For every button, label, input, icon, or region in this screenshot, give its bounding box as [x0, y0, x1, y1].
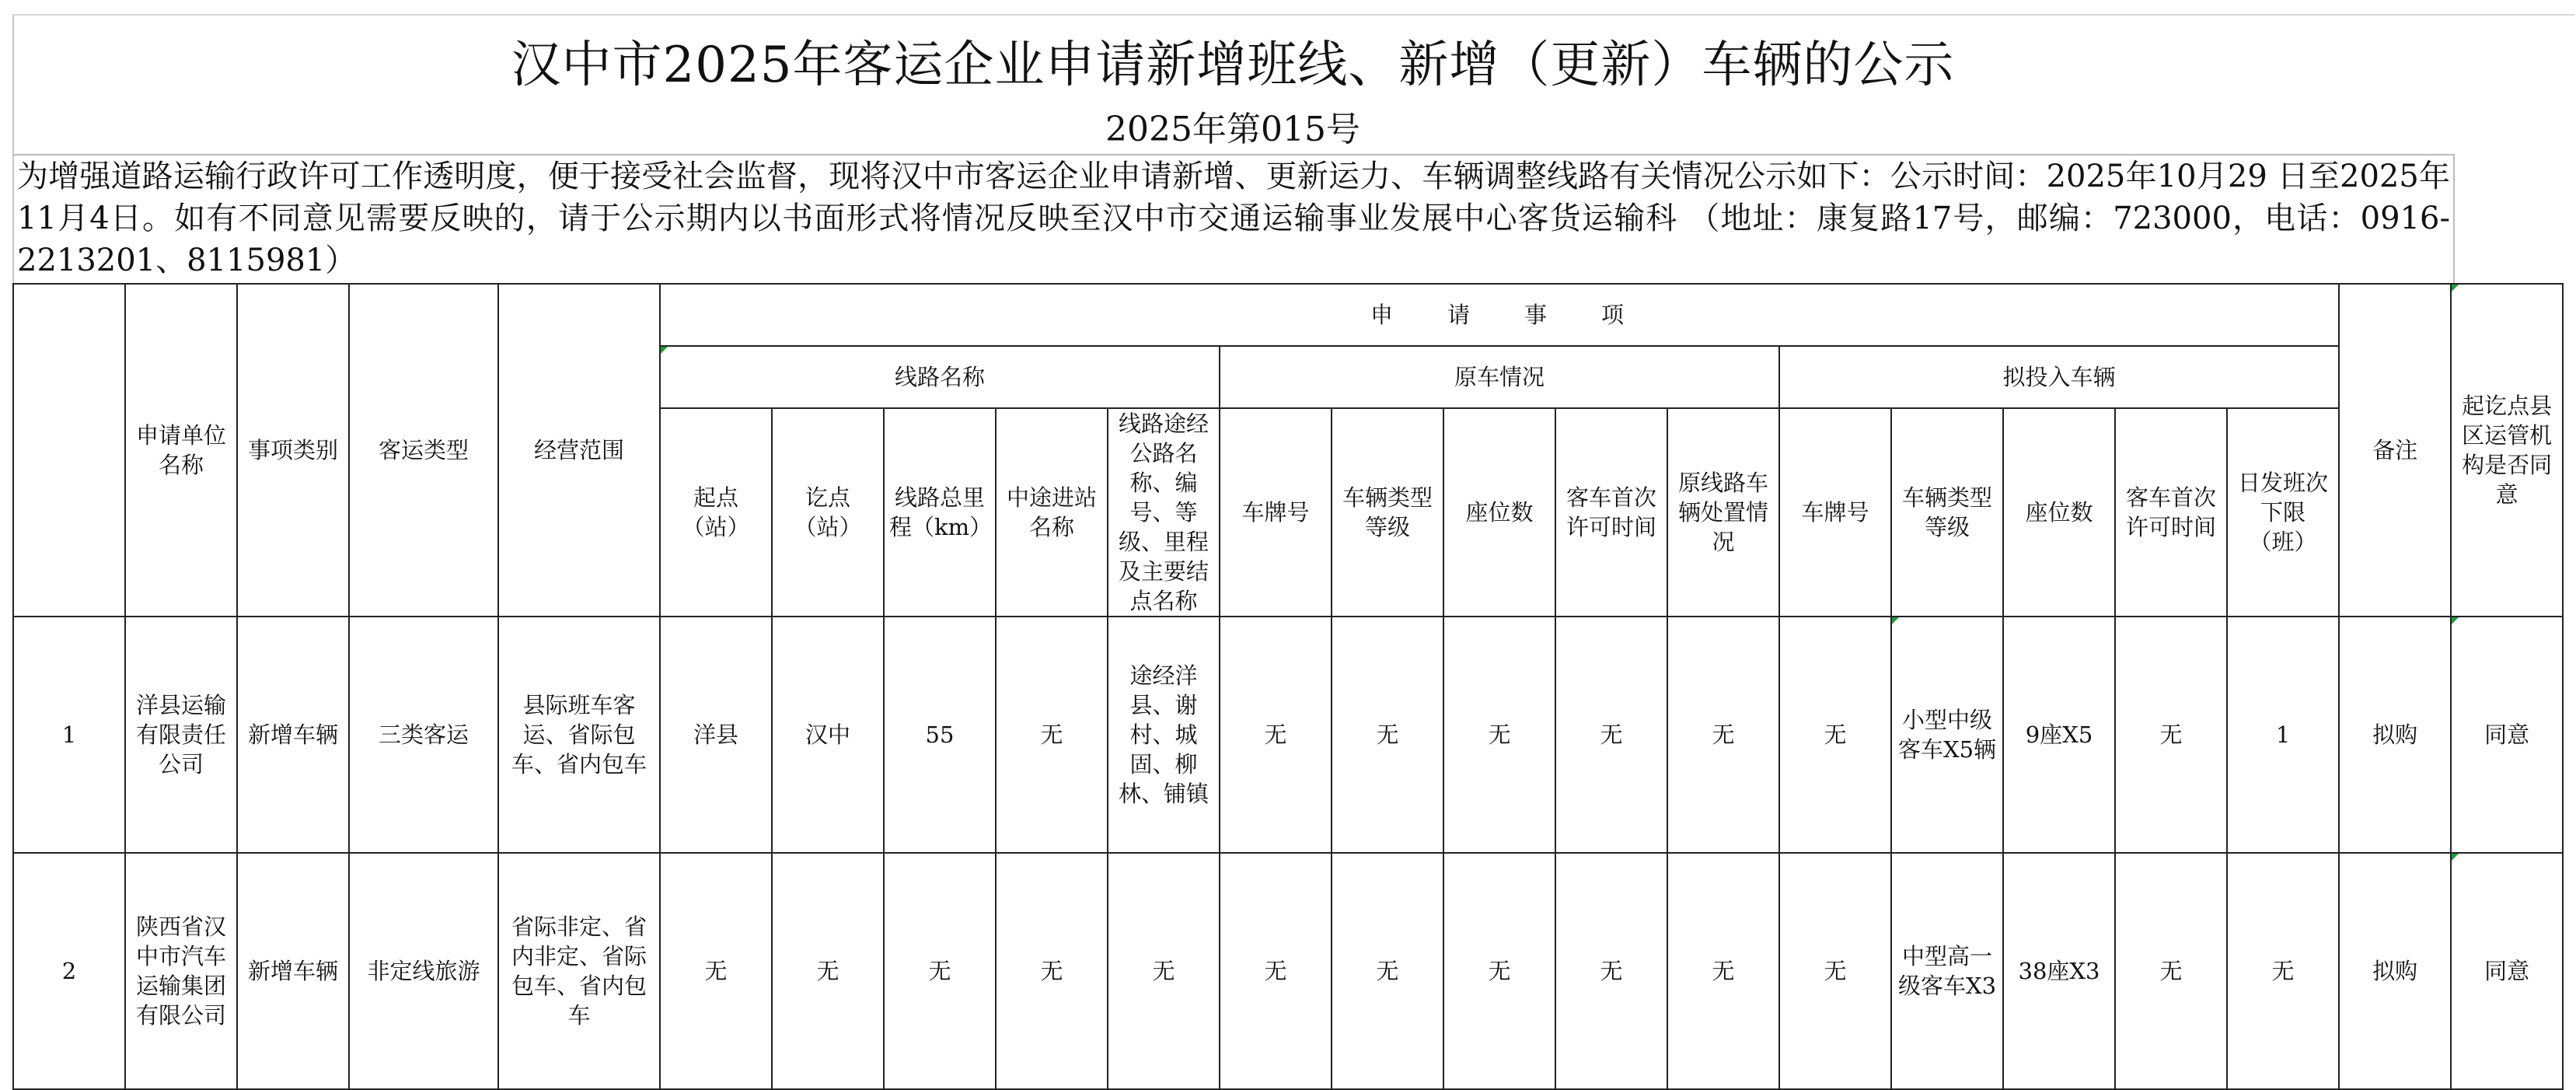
cell-item-type: 新增车辆 [237, 853, 349, 1089]
cell-new-class: 小型中级客车X5辆 [1891, 617, 2003, 853]
cell-stops: 无 [996, 617, 1108, 853]
page-title: 汉中市2025年客运企业申请新增班线、新增（更新）车辆的公示 [511, 37, 1955, 94]
header-planned-vehicle: 拟投入车辆 [1779, 346, 2339, 408]
header-new-plate: 车牌号 [1779, 408, 1891, 617]
application-table [12, 283, 2576, 1090]
cell-new-plate: 无 [1779, 853, 1891, 1089]
intro-paragraph: 为增强道路运输行政许可工作透明度，便于接受社会监督，现将汉中市客运企业申请新增、更新运力、车辆调整线路有关情况公示如下：公示时间：2025年10月29 日至2025年11月4日。如有不同意见需要反映的，请于公示期内以书面形式将情况反映至汉中市交通运输事业发展中心客货运输科 （地址：康复路17号，邮编：723000，电话：0916-2213201、8115981） [17, 159, 2450, 278]
header-agreement: 起讫点县区运管机构是否同意 [2451, 284, 2563, 617]
cell-route-desc: 无 [1108, 853, 1220, 1089]
cell-transport-type: 非定线旅游 [349, 853, 498, 1089]
header-original-vehicle: 原车情况 [1220, 346, 1779, 408]
header-daily-min: 日发班次下限（班） [2227, 408, 2339, 617]
header-route-length: 线路总里程（km） [884, 408, 996, 617]
cell-orig-first-permit: 无 [1555, 853, 1667, 1089]
header-item-type: 事项类别 [237, 284, 349, 617]
header-applicant: 申请单位名称 [125, 284, 237, 617]
header-orig-class: 车辆类型等级 [1332, 408, 1443, 617]
cell-scope: 省际非定、省内非定、省际包车、省内包车 [498, 853, 660, 1089]
cell-end: 无 [772, 853, 884, 1089]
header-stops: 中途进站名称 [996, 408, 1108, 617]
cell-agreement: 同意 [2451, 853, 2563, 1089]
table-row [13, 617, 2576, 853]
cell-new-plate: 无 [1779, 617, 1891, 853]
cell-remarks: 拟购 [2339, 617, 2451, 853]
document-number: 2025年第015号 [1105, 110, 1360, 149]
header-row-1 [13, 284, 2576, 346]
cell-applicant: 洋县运输有限责任公司 [125, 617, 237, 853]
cell-orig-class: 无 [1332, 617, 1443, 853]
header-new-class: 车辆类型等级 [1891, 408, 2003, 617]
cell-daily-min: 无 [2227, 853, 2339, 1089]
cell-daily-min: 1 [2227, 617, 2339, 853]
cell-orig-disposal: 无 [1667, 617, 1779, 853]
title-block [12, 14, 2453, 155]
cell-orig-disposal: 无 [1667, 853, 1779, 1089]
cell-new-first-permit: 无 [2115, 617, 2227, 853]
cell-new-first-permit: 无 [2115, 853, 2227, 1089]
cell-orig-seats: 无 [1443, 853, 1555, 1089]
header-no [13, 284, 125, 617]
cell-new-seats: 38座X3 [2003, 853, 2115, 1089]
cell-transport-type: 三类客运 [349, 617, 498, 853]
cell-remarks: 拟购 [2339, 853, 2451, 1089]
cell-start: 洋县 [660, 617, 772, 853]
cell-orig-plate: 无 [1220, 617, 1332, 853]
cell-orig-plate: 无 [1220, 853, 1332, 1089]
cell-agreement: 同意 [2451, 617, 2563, 853]
header-route-desc: 线路途经公路名称、编号、等级、里程及主要结点名称 [1108, 408, 1220, 617]
header-end: 讫点（站） [772, 408, 884, 617]
cell-applicant: 陕西省汉中市汽车运输集团有限公司 [125, 853, 237, 1089]
cell-end: 汉中 [772, 617, 884, 853]
header-new-first-permit: 客车首次许可时间 [2115, 408, 2227, 617]
cell-item-type: 新增车辆 [237, 617, 349, 853]
header-start: 起点（站） [660, 408, 772, 617]
table-row [13, 853, 2576, 1089]
header-transport-type: 客运类型 [349, 284, 498, 617]
cell-route-desc: 途经洋县、谢村、城固、柳林、铺镇 [1108, 617, 1220, 853]
cell-orig-class: 无 [1332, 853, 1443, 1089]
cell-route-length: 55 [884, 617, 996, 853]
header-remarks: 备注 [2339, 284, 2451, 617]
header-orig-seats: 座位数 [1443, 408, 1555, 617]
cell-route-length: 无 [884, 853, 996, 1089]
cell-scope: 县际班车客运、省际包车、省内包车 [498, 617, 660, 853]
cell-new-class: 中型高一级客车X3 [1891, 853, 2003, 1089]
cell-new-seats: 9座X5 [2003, 617, 2115, 853]
cell-no: 2 [13, 853, 125, 1089]
header-orig-first-permit: 客车首次许可时间 [1555, 408, 1667, 617]
cell-no: 1 [13, 617, 125, 853]
cell-orig-seats: 无 [1443, 617, 1555, 853]
header-new-seats: 座位数 [2003, 408, 2115, 617]
cell-start: 无 [660, 853, 772, 1089]
cell-orig-first-permit: 无 [1555, 617, 1667, 853]
header-scope: 经营范围 [498, 284, 660, 617]
header-orig-disposal: 原线路车辆处置情况 [1667, 408, 1779, 617]
header-route-name: 线路名称 [660, 346, 1220, 408]
header-application-items: 申请事项 [660, 284, 2339, 346]
header-orig-plate: 车牌号 [1220, 408, 1332, 617]
cell-stops: 无 [996, 853, 1108, 1089]
